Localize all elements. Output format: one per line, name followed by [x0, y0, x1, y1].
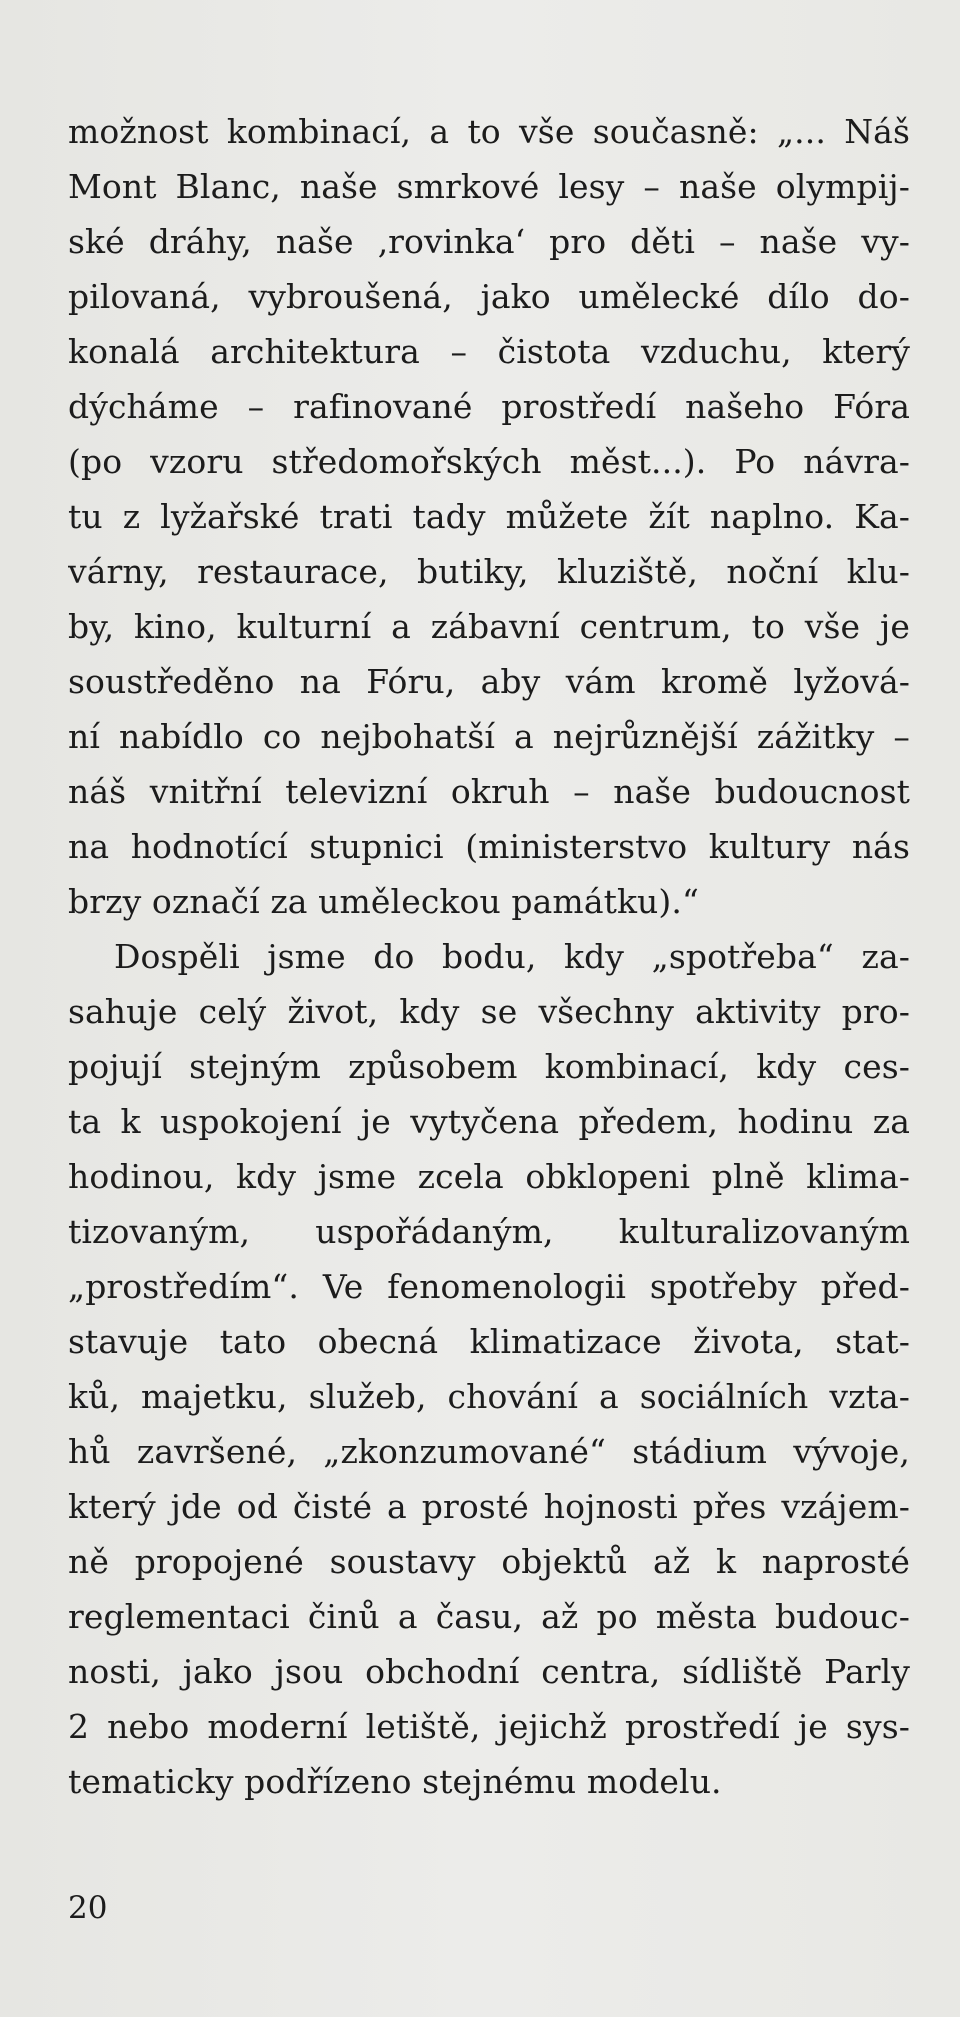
text-line: „prostředím“. Ve fenomenologii spotřeby před- [68, 1267, 910, 1306]
text-line: tizovaným, uspořádaným, kulturalizovaným [68, 1212, 910, 1251]
text-line: brzy označí za uměleckou památku).“ [68, 882, 699, 921]
text-line: (po vzoru středomořských měst...). Po návra- [68, 442, 910, 481]
text-line: tematicky podřízeno stejnému modelu. [68, 1762, 722, 1801]
text-line: 2 nebo moderní letiště, jejichž prostředí je sys- [68, 1707, 910, 1746]
text-line: dýcháme – rafinované prostředí našeho Fóra [68, 387, 910, 426]
text-line: ků, majetku, služeb, chování a sociálních vzta- [68, 1377, 910, 1416]
text-line: by, kino, kulturní a zábavní centrum, to vše je [68, 607, 910, 646]
text-line: várny, restaurace, butiky, kluziště, noční klu- [68, 552, 910, 591]
text-line: na hodnotící stupnici (ministerstvo kultury nás [68, 827, 910, 866]
text-line: pilovaná, vybroušená, jako umělecké dílo do- [68, 277, 910, 316]
text-line: ské dráhy, naše ‚rovinka‘ pro děti – naše vy- [68, 222, 910, 261]
text-line: hodinou, kdy jsme zcela obklopeni plně klima- [68, 1157, 910, 1196]
text-line: tu z lyžařské trati tady můžete žít naplno. Ka- [68, 497, 910, 536]
text-line: konalá architektura – čistota vzduchu, který [68, 332, 910, 371]
text-line: reglementaci činů a času, až po města budouc- [68, 1597, 910, 1636]
text-line: náš vnitřní televizní okruh – naše budoucnost [68, 772, 910, 811]
text-line: možnost kombinací, a to vše současně: „... Náš [68, 112, 910, 151]
text-line: ně propojené soustavy objektů až k naprosté [68, 1542, 910, 1581]
text-line: Mont Blanc, naše smrkové lesy – naše olympij- [68, 167, 910, 206]
text-line: pojují stejným způsobem kombinací, kdy ces- [68, 1047, 910, 1086]
text-line: soustředěno na Fóru, aby vám kromě lyžová- [68, 662, 910, 701]
text-line: ní nabídlo co nejbohatší a nejrůznější zážitky – [68, 717, 910, 756]
paragraph-2 [68, 929, 910, 1809]
text-line: hů završené, „zkonzumované“ stádium vývoje, [68, 1432, 910, 1471]
text-line: nosti, jako jsou obchodní centra, sídliště Parly [68, 1652, 910, 1691]
paragraph-1 [68, 104, 910, 929]
text-line: stavuje tato obecná klimatizace života, stat- [68, 1322, 910, 1361]
text-line: sahuje celý život, kdy se všechny aktivity pro- [68, 992, 910, 1031]
body-text [68, 104, 910, 1809]
text-line: ta k uspokojení je vytyčena předem, hodinu za [68, 1102, 910, 1141]
text-line: který jde od čisté a prosté hojnosti přes vzájem- [68, 1487, 910, 1526]
text-line: Dospěli jsme do bodu, kdy „spotřeba“ za- [114, 937, 910, 976]
page-number: 20 [68, 1890, 108, 1926]
